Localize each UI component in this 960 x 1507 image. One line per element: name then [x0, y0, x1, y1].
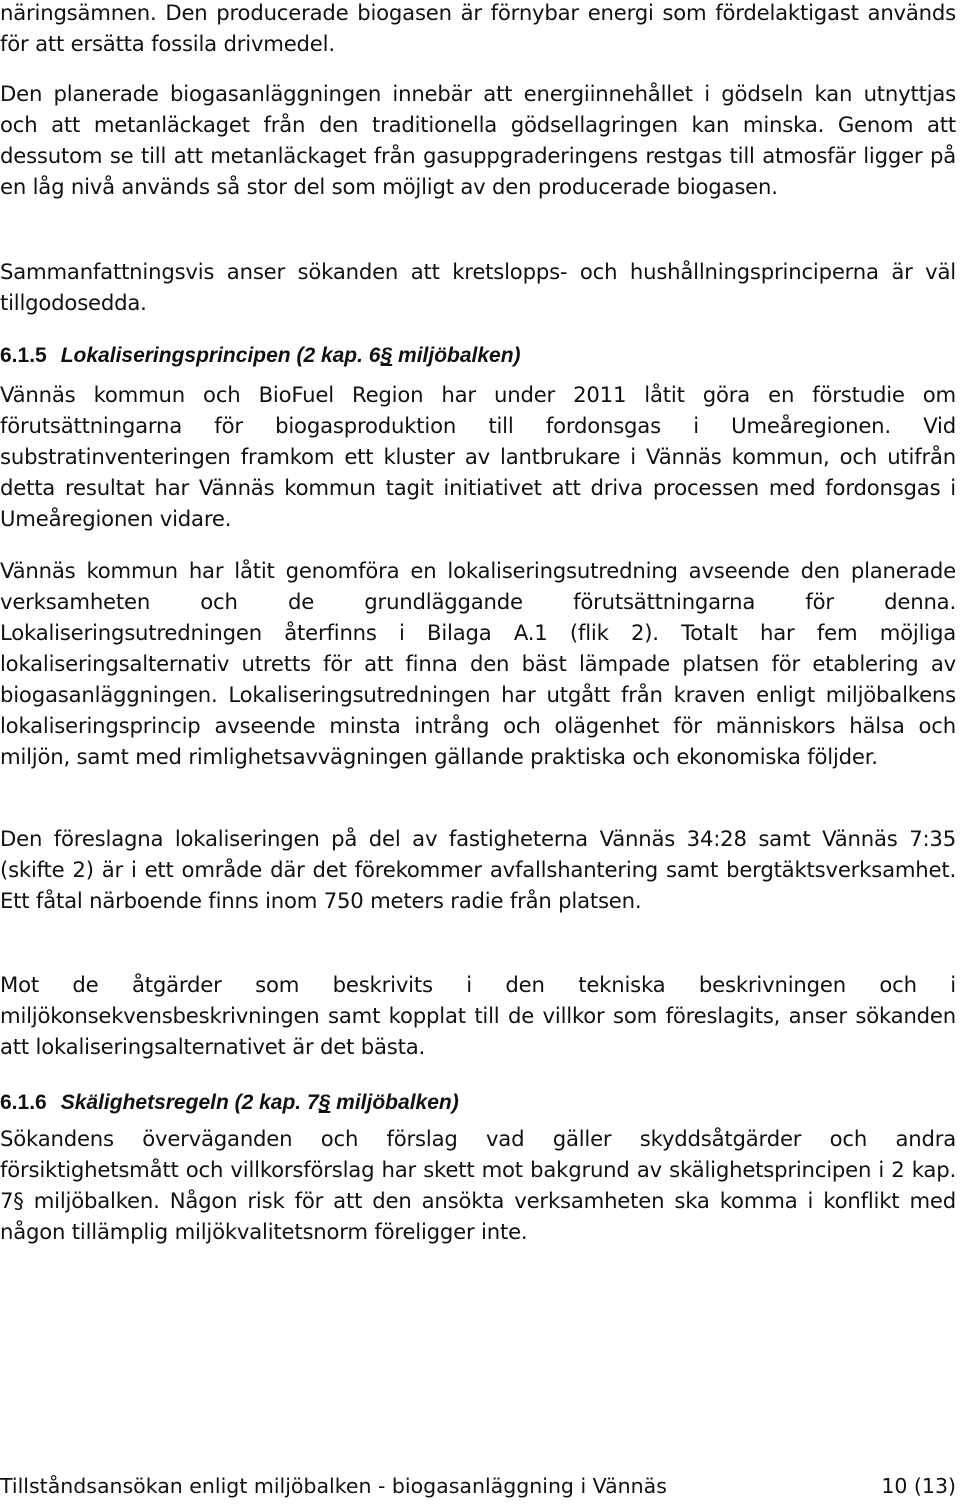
section-heading-6-1-5 [0, 343, 521, 369]
paragraph-localization-study: Vännäs kommun har låtit genomföra en lokaliseringsutredning avseende den planerade verksamheten och de grundläggande förutsättningarna för denna. Lokaliseringsutredningen återfinns i Bilaga A.1 (flik 2). Totalt har fem möjliga lokaliseringsalternativ utretts för att finna den bäst lämpade platsen för etablering av biogasanläggningen. Lokaliseringsutredningen har utgått från kraven enligt miljöbalkens lokaliseringsprincip avseende minsta intrång och olägenhet för människors hälsa och miljön, samt med rimlighetsavvägningen gällande praktiska och ekonomiska följder. [0, 558, 956, 769]
heading-number: 6.1.6 [0, 1091, 47, 1114]
page-footer [0, 1473, 956, 1499]
paragraph-prestudy: Vännäs kommun och BioFuel Region har under 2011 låtit göra en förstudie om förutsättningarna för biogasproduktion till fordonsgas i Umeåregionen. Vid substratinventeringen framkom ett kluster av lantbrukare i Vännäs kommun, och utifrån detta resultat har Vännäs kommun tagit initiativet att driva processen med fordonsgas i Umeåregionen vidare. [0, 382, 956, 531]
heading-suffix: miljöbalken) [330, 1091, 459, 1114]
footer-page-number: 10 (13) [881, 1474, 956, 1498]
paragraph-conclusion: Mot de åtgärder som beskrivits i den tekniska beskrivningen och i miljökonsekvensbeskrivningen samt kopplat till de villkor som föreslagits, anser sökanden att lokaliseringsalternativet är det bästa. [0, 972, 956, 1059]
paragraph-nutrients: näringsämnen. Den producerade biogasen är förnybar energi som fördelaktigast används för att ersätta fossila drivmedel. [0, 0, 956, 56]
paragraph-reasonableness: Sökandens överväganden och förslag vad gäller skyddsåtgärder och andra försiktighetsmått och villkorsförslag har skett mot bakgrund av skälighetsprincipen i 2 kap. 7§ miljöbalken. Någon risk för att den ansökta verksamheten ska komma i konflikt med någon tillämplig miljökvalitetsnorm föreligger inte. [0, 1126, 956, 1244]
heading-title: Skälighetsregeln (2 kap. 7 [60, 1091, 319, 1114]
section-symbol: § [318, 1091, 331, 1114]
section-heading-6-1-6 [0, 1090, 459, 1116]
section-symbol: § [380, 344, 393, 367]
heading-title: Lokaliseringsprincipen (2 kap. 6 [60, 344, 381, 367]
paragraph-planned-plant: Den planerade biogasanläggningen innebär att energiinnehållet i gödseln kan utnyttjas och att metanläckaget från den traditionella gödsellagringen kan minska. Genom att dessutom se till att metanläckaget från gasuppgraderingens restgas till atmosfär ligger på en låg nivå används så stor del som möjligt av den producerade biogasen. [0, 81, 956, 199]
footer-title: Tillståndsansökan enligt miljöbalken - biogasanläggning i Vännäs [0, 1474, 667, 1498]
heading-suffix: miljöbalken) [392, 344, 521, 367]
paragraph-proposed-location: Den föreslagna lokaliseringen på del av fastigheterna Vännäs 34:28 samt Vännäs 7:35 (skifte 2) är i ett område där det förekommer avfallshantering samt bergtäktsverksamhet. Ett fåtal närboende finns inom 750 meters radie från platsen. [0, 826, 956, 913]
heading-number: 6.1.5 [0, 344, 47, 367]
paragraph-summary: Sammanfattningsvis anser sökanden att kretslopps- och hushållningsprinciperna är väl tillgodosedda. [0, 259, 956, 315]
